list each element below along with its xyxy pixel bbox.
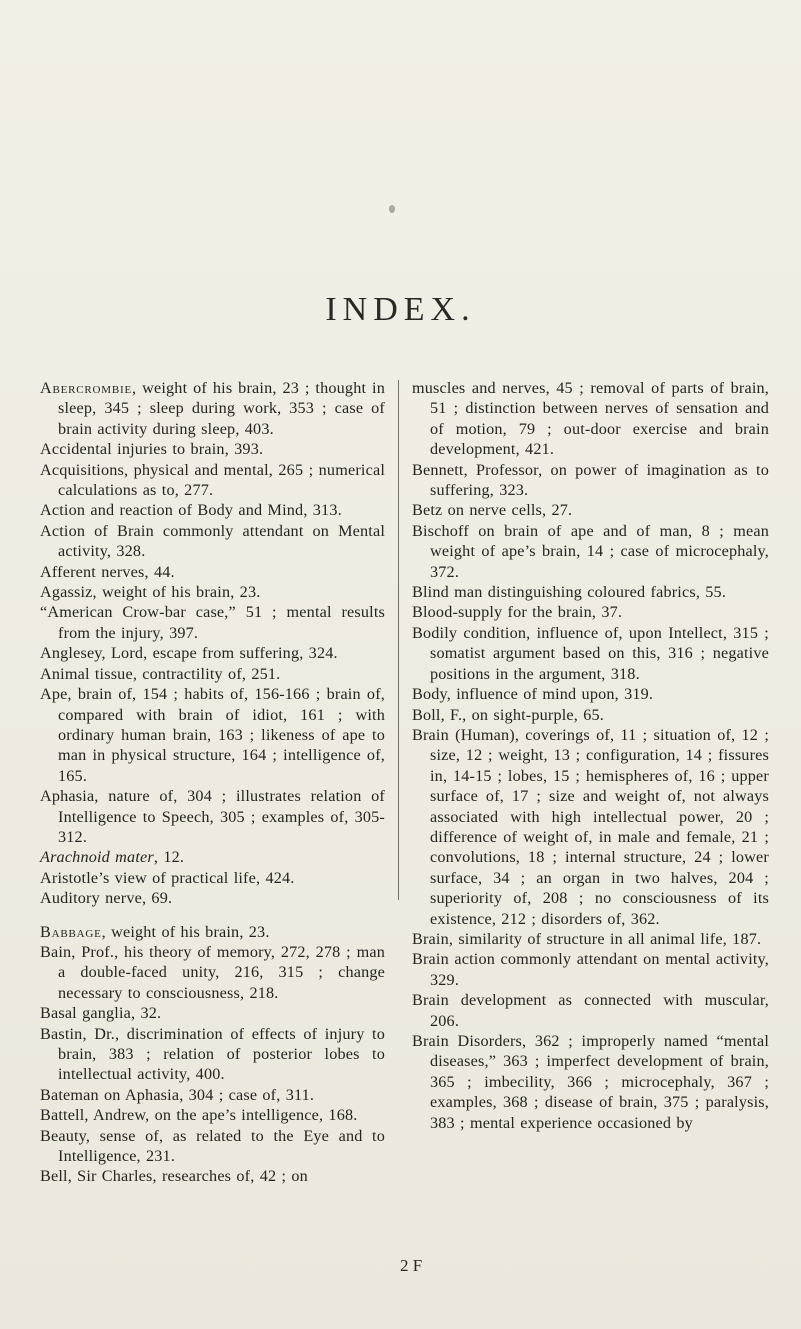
index-entry: Bateman on Aphasia, 304 ; case of, 311.: [40, 1085, 315, 1104]
index-entry: Beauty, sense of, as related to the Eye and to Intelligence, 231.: [40, 1126, 385, 1166]
entry-text: , weight of his brain, 23 ; thought in sleep, 345 ; sleep during work, 353 ; case of brain activity during sleep, 403.: [58, 379, 385, 438]
index-entry: Brain (Human), coverings of, 11 ; situation of, 12 ; size, 12 ; weight, 13 ; configuration, 14 ; fissures in, 14-15 ; lobes, 15 ; hemispheres of, 16 ; upper surface of, 17 ; size and weight of, not always associated with high intellectual power, 20 ; difference of weight of, in male and female, 21 ; convolutions, 18 ; internal structure, 24 ; lower surface, 34 ; an organ in two halves, 204 ; superiority of, 208 ; no consciousness of its existence, 212 ; disorders of, 362.: [412, 725, 769, 928]
section-gap: [40, 909, 385, 922]
index-entry: Animal tissue, contractility of, 251.: [40, 664, 281, 683]
index-entry: Battell, Andrew, on the ape’s intelligence, 168.: [40, 1106, 358, 1125]
index-entry: Agassiz, weight of his brain, 23.: [40, 583, 261, 602]
column-divider: [398, 380, 399, 900]
index-entry: Bastin, Dr., discrimination of effects of injury to brain, 383 ; relation of posterior lobes to intellectual activity, 400.: [40, 1024, 385, 1084]
index-entry: Auditory nerve, 69.: [40, 889, 173, 908]
index-entry: Afferent nerves, 44.: [40, 562, 175, 581]
entry-heading: Babbage: [40, 922, 102, 941]
index-entry: Bain, Prof., his theory of memory, 272, 278 ; man a double-faced unity, 216, 315 ; change necessary to consciousness, 218.: [40, 942, 385, 1002]
entry-text: , weight of his brain, 23.: [101, 922, 270, 941]
index-entry: Brain Disorders, 362 ; improperly named “mental diseases,” 363 ; imperfect development of brain, 365 ; imbecility, 366 ; microcephaly, 367 ; examples, 368 ; disease of brain, 375 ; paralysis, 383 ; mental experience occasioned by: [412, 1032, 769, 1132]
index-entry: [40, 922, 385, 942]
entry-text: , 12.: [153, 848, 185, 867]
index-entry: Basal ganglia, 32.: [40, 1004, 162, 1023]
page-title: INDEX.: [325, 290, 476, 328]
entry-italic-heading: Arachnoid mater: [40, 848, 154, 867]
index-entry: Aphasia, nature of, 304 ; illustrates relation of Intelligence to Speech, 305 ; examples of, 305-312.: [40, 787, 385, 846]
index-entry: Brain development as connected with muscular, 206.: [412, 991, 769, 1030]
index-entry: Ape, brain of, 154 ; habits of, 156-166 ; brain of, compared with brain of idiot, 161 ; with ordinary human brain, 163 ; likeness of ape to man in physical structure, 164 ; intelligence of, 165.: [40, 685, 385, 785]
index-entry: Body, influence of mind upon, 319.: [412, 685, 654, 704]
index-entry: Bell, Sir Charles, researches of, 42 ; on: [40, 1167, 308, 1186]
index-entry: “American Crow-bar case,” 51 ; mental results from the injury, 397.: [40, 603, 385, 642]
index-entry: [40, 847, 385, 867]
index-entry: Betz on nerve cells, 27.: [412, 501, 573, 520]
ink-speck: [389, 205, 395, 213]
index-entry: Brain action commonly attendant on mental activity, 329.: [412, 950, 769, 989]
index-entry: Accidental injuries to brain, 393.: [40, 440, 264, 459]
index-entry: Acquisitions, physical and mental, 265 ; numerical calculations as to, 277.: [40, 460, 385, 500]
index-entry: Action and reaction of Body and Mind, 313.: [40, 501, 342, 520]
index-entry: [40, 378, 385, 439]
index-entry: Aristotle’s view of practical life, 424.: [40, 868, 295, 887]
index-entry: muscles and nerves, 45 ; removal of parts of brain, 51 ; distinction between nerves of sensation and of motion, 79 ; out-door exercise and brain development, 421.: [412, 379, 769, 459]
right-column: [412, 378, 769, 1133]
index-entry: Boll, F., on sight-purple, 65.: [412, 705, 605, 724]
index-entry: Brain, similarity of structure in all animal life, 187.: [412, 929, 762, 948]
index-entry: Blind man distinguishing coloured fabrics, 55.: [412, 583, 727, 602]
entry-heading: Abercrombie: [40, 379, 133, 397]
index-entry: Bennett, Professor, on power of imagination as to suffering, 323.: [412, 460, 769, 500]
index-entry: Blood-supply for the brain, 37.: [412, 603, 623, 622]
signature-mark: 2 F: [400, 1256, 423, 1275]
left-column: [40, 378, 385, 1187]
index-entry: Bodily condition, influence of, upon Intellect, 315 ; somatist argument based on this, 316 ; negative positions in the argument, 318.: [412, 623, 769, 683]
index-entry: Action of Brain commonly attendant on Mental activity, 328.: [40, 521, 385, 561]
index-entry: Bischoff on brain of ape and of man, 8 ; mean weight of ape’s brain, 14 ; case of microcephaly, 372.: [412, 521, 769, 581]
index-entry: Anglesey, Lord, escape from suffering, 324.: [40, 644, 338, 663]
